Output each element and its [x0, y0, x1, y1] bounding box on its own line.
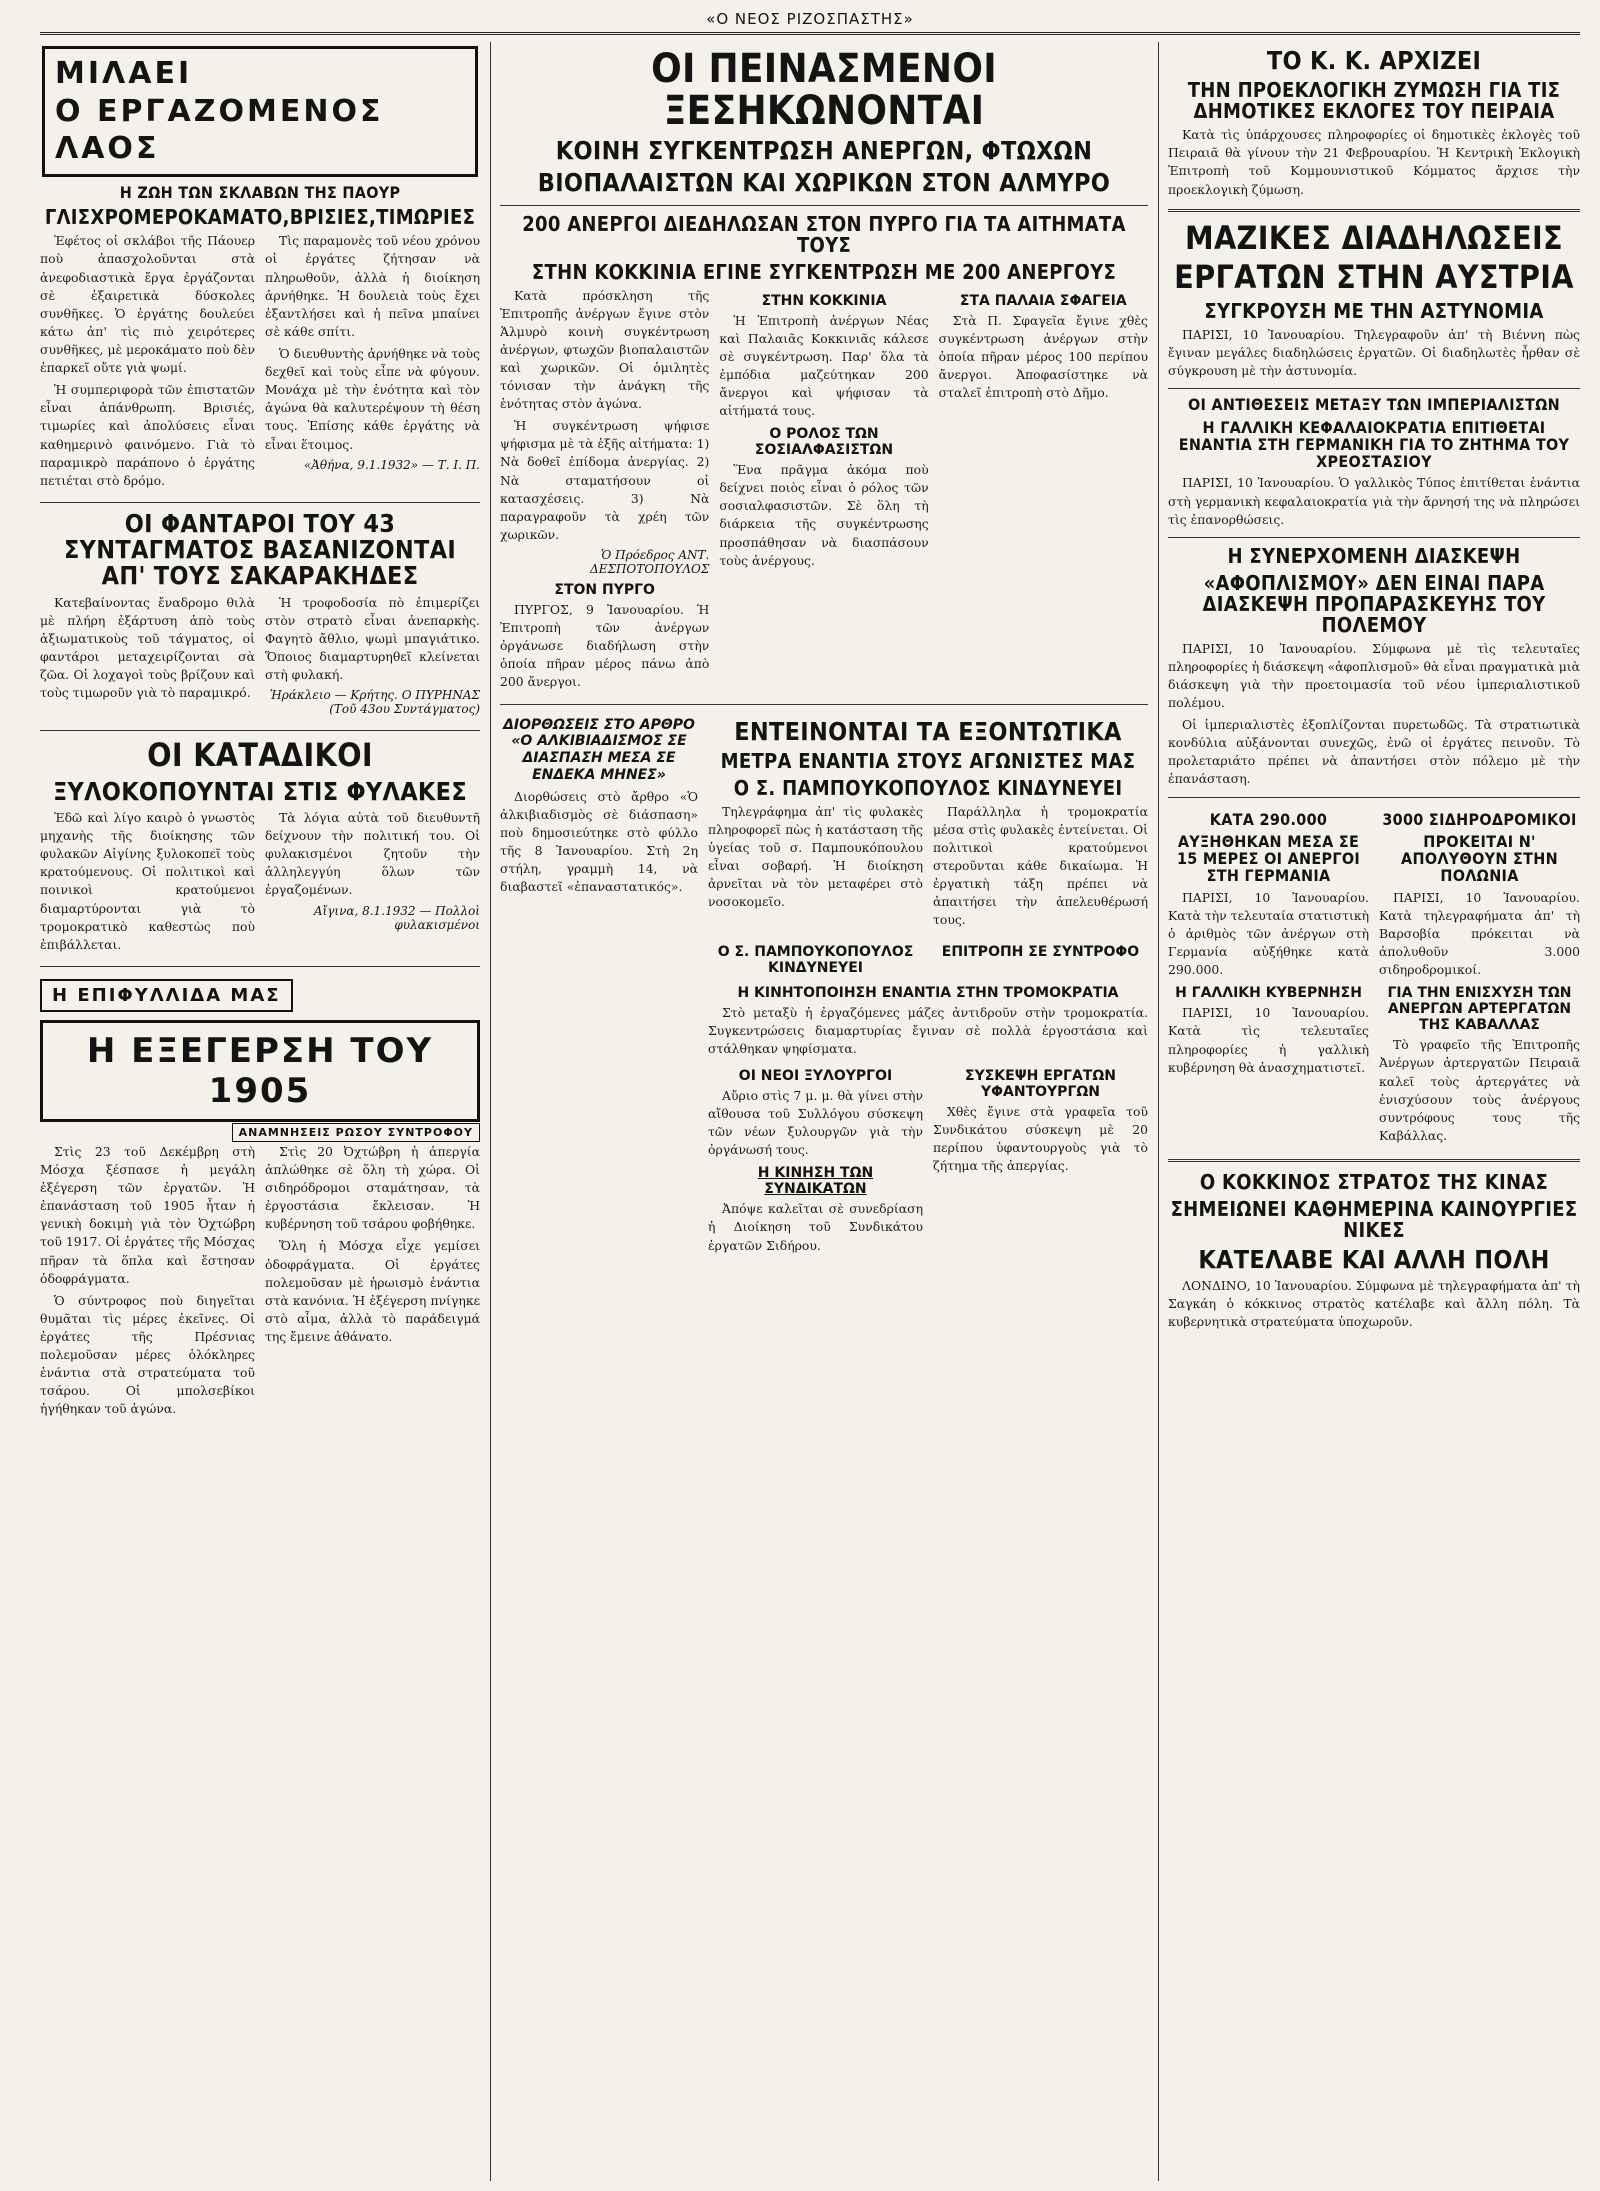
paragraph: Ὁ σύντροφος ποὺ διηγεῖται θυμᾶται τὶς μέρες ἐκεῖνες. Οἱ ἐργάτες τῆς Πρέσνιας πολεμοῦσαν μέρες ὁλόκληρες ἐνάντια στὰ στρατεύματα τοῦ τσάρου. Οἱ μπολσεβίκοι ἡγήθηκαν τοῦ ἀγώνα. — [40, 1292, 255, 1417]
paragraph: ΠΑΡΙΣΙ, 10 Ἰανουαρίου. Κατὰ τὶς τελευταῖες πληροφορίες ἡ γαλλικὴ κυβέρνηση θὰ ἀνασχηματιστεῖ. — [1168, 1005, 1369, 1075]
article-subheadline: ΣΗΜΕΙΩΝΕΙ ΚΑΘΗΜΕΡΙΝΑ ΚΑΙΝΟΥΡΓΙΕΣ ΝΙΚΕΣ — [1170, 1196, 1578, 1242]
article-headline: ΟΙ ΚΑΤΑΔΙΚΟΙ — [147, 736, 373, 775]
article-subheadline: ΤΗΝ ΠΡΟΕΚΛΟΓΙΚΗ ΖΥΜΩΣΗ ΓΙΑ ΤΙΣ ΔΗΜΟΤΙΚΕΣ ΕΚΛΟΓΕΣ ΤΟΥ ΠΕΙΡΑΙΑ — [1187, 78, 1561, 124]
paragraph: Ἐδῶ καὶ λίγο καιρὸ ὁ γνωστὸς μηχανὴς τῆς διοίκησης τῶν φυλακῶν Αἰγίνης ξυλοκοπεῖ τοὺς κρατούμενους. Οἱ πολιτικοὶ καὶ ποινικοὶ κρατούμενοι διαμαρτύρονται γιὰ τὸ τρομοκρατικὸ καθεστὼς ποὺ ἐπιβάλλεται. — [40, 809, 255, 952]
column-rule — [490, 42, 491, 2181]
article-headline: ΓΛΙΣΧΡΟΜΕΡΟΚΑΜΑΤΟ,ΒΡΙΣΙΕΣ,ΤΙΜΩΡΙΕΣ — [44, 205, 476, 230]
paragraph: Κατεβαίνοντας ἔναδρομο θιλὰ μὲ πλήρη ἐξάρτυση ἀπὸ τοὺς ἀξιωματικοὺς τοῦ τάγματος, οἱ φαντάροι μεταχειρίζονται σὰ ζῶα. Οἱ λοχαγοὶ τοὺς βρίζουν καὶ τοὺς τιμωροῦν γιὰ τὸ παραμικρό. — [40, 594, 255, 701]
main-subheadline: ΣΤΗΝ ΚΟΚΚΙΝΙΑ ΕΓΙΝΕ ΣΥΓΚΕΝΤΡΩΣΗ ΜΕ 200 ΑΝΕΡΓΟΥΣ — [531, 259, 1117, 284]
paragraph: Οἱ ἱμπεριαλιστὲς ἐξοπλίζονται πυρετωδῶς. Τὰ στρατιωτικὰ κονδύλια αὐξάνονται συνεχῶς, ἐνῶ οἱ ἐργάτες πεινοῦν. Τὸ προλεταριάτο πρέπει νὰ ἀπαντήσει στὸν πόλεμο μὲ τὴν ἐπανάσταση. — [1168, 717, 1580, 787]
article-headline: ΕΝΤΕΙΝΟΝΤΑΙ ΤΑ ΕΞΟΝΤΩΤΙΚΑ — [734, 716, 1122, 746]
section-subhead: Η ΓΑΛΛΙΚΗ ΚΥΒΕΡΝΗΣΗ — [1175, 985, 1362, 1002]
article-subheadline: Ο Σ. ΠΑΜΠΟΥΚΟΠΟΥΛΟΣ ΚΙΝΔΥΝΕΥΕΙ — [733, 775, 1123, 800]
article-headline: ΟΙ ΑΝΤΙΘΕΣΕΙΣ ΜΕΤΑΞΥ ΤΩΝ ΙΜΠΕΡΙΑΛΙΣΤΩΝ — [1187, 395, 1561, 415]
two-column-body — [708, 1062, 1148, 1259]
main-subheadline: 200 ΑΝΕΡΓΟΙ ΔΙΕΔΗΛΩΣΑΝ ΣΤΟΝ ΠΥΡΓΟ ΓΙΑ ΤΑ ΑΙΤΗΜΑΤΑ ΤΟΥΣ — [522, 211, 1126, 257]
paragraph: Χθὲς ἔγινε στὰ γραφεῖα τοῦ Συνδικάτου σύσκεψη μὲ 20 περίπου ὑφαντουργοὺς γιὰ τὸ ζήτημα τῆς ἀπεργίας. — [933, 1103, 1148, 1174]
article-subheadline: ΠΡΟΚΕΙΤΑΙ Ν' ΑΠΟΛΥΘΟΥΝ ΣΤΗΝ ΠΟΛΩΝΙΑ — [1401, 832, 1558, 885]
corrections-headline: ΔΙΟΡΘΩΣΕΙΣ ΣΤΟ ΑΡΘΡΟ «Ο ΑΛΚΙΒΙΑΔΙΣΜΟΣ ΣΕ ΔΙΑΣΠΑΣΗ ΜΕΣΑ ΣΕ ΕΝΔΕΚΑ ΜΗΝΕΣ» — [503, 716, 695, 783]
paragraph: ΠΑΡΙΣΙ, 10 Ἰανουαρίου. Κατὰ τηλεγραφήματα ἀπ' τὴ Βαρσοβία πρόκειται νὰ ἀπολυθοῦν 3.000 σιδηροδρομικοί. — [1379, 889, 1580, 978]
paragraph: Ἐφέτος οἱ σκλάβοι τῆς Πάουερ ποὺ ἀπασχολοῦνται στὰ ἀνεφοδιαστικὰ ἔργα ἐργάζονται σὲ ἐξαιρετικὰ δύσκολες συνθῆκες. Ὁ ἐργάτης δουλεύει κάτω ἀπ' τὶς πιὸ χειρότερες συνθῆκες, μὲ μεροκάματο ποὺ δὲν ἐπαρκεῖ οὔτε γιὰ ψωμί. — [40, 233, 255, 376]
divider — [1168, 388, 1580, 389]
paragraph: Ἡ συγκέντρωση ψήφισε ψήφισμα μὲ τὰ ἑξῆς αἰτήματα: 1) Νὰ δοθεῖ ἐπίδομα ἀνεργίας. 2) Νὰ σταματήσουν οἱ κατασχέσεις. 3) Νὰ παραγραφοῦν τὰ χρέη τῶν χωρικῶν. — [500, 418, 710, 542]
paragraph: Ἀπόψε καλεῖται σὲ συνεδρίαση ἡ Διοίκηση τοῦ Συνδικάτου ἐργατῶν Σιδήρου. — [708, 1201, 923, 1253]
paragraph: Παράλληλα ἡ τρομοκρατία μέσα στὶς φυλακὲς ἐντείνεται. Οἱ πολιτικοὶ κρατούμενοι στεροῦνται κάθε δικαίωμα. Ἡ ἐργατικὴ τάξη πρέπει νὰ ἀπαιτήσει τὴν ἀπελευθέρωσή τους. — [933, 803, 1148, 928]
paragraph: Ἕνα πρᾶγμα ἀκόμα ποὺ δείχνει ποιὸς εἶναι ὁ ρόλος τῶν σοσιαλφασιστῶν. Σὲ ὅλη τὴ διάρκεια τῆς συγκέντρωσης προσπάθησαν νὰ διασπάσουν τοὺς ἀνέργους. — [719, 462, 929, 568]
section-subhead: ΓΙΑ ΤΗΝ ΕΝΙΣΧΥΣΗ ΤΩΝ ΑΝΕΡΓΩΝ ΑΡΤΕΡΓΑΤΩΝ ΤΗΣ ΚΑΒΑΛΛΑΣ — [1387, 985, 1572, 1034]
signature: «Ἀθήνα, 9.1.1932» — Τ. Ι. Π. — [303, 457, 480, 472]
signature: Ὁ Πρόεδρος ΑΝΤ. ΔΕΣΠΟΤΟΠΟΥΛΟΣ — [590, 548, 710, 577]
section-subhead: ΣΤΗΝ ΚΟΚΚΙΝΙΑ — [761, 292, 887, 309]
three-column-body — [500, 287, 1148, 696]
paragraph: ΠΑΡΙΣΙ, 10 Ἰανουαρίου. Ὁ γαλλικὸς Τύπος ἐπιτίθεται ἐνάντια στὴ γερμανικὴ κεφαλαιοκρατία γιὰ τὴν ἄρνησή της νὰ πληρώσει τὶς ἐπανορθώσεις. — [1168, 475, 1580, 527]
paragraph: Κατὰ τὶς ὑπάρχουσες πληροφορίες οἱ δημοτικὲς ἐκλογὲς τοῦ Πειραιᾶ θὰ γίνουν τὴν 21 Φεβρουαρίου. Ἡ Κεντρικὴ Ἐκλογικὴ Ἐπιτροπὴ τοῦ Κομμουνιστικοῦ Κόμματος ἄρχισε τὴν προεκλογικὴ ζύμωση. — [1168, 127, 1580, 197]
box-line: ΜΙΛΑΕΙ — [55, 56, 193, 91]
article-headline: ΜΑΖΙΚΕΣ ΔΙΑΔΗΛΩΣΕΙΣ — [1185, 218, 1563, 257]
byline-text: ΑΝΑΜΝΗΣΕΙΣ ΡΩΣΟΥ ΣΥΝΤΡΟΦΟΥ — [232, 1123, 480, 1142]
article-headline: 3000 ΣΙΔΗΡΟΔΡΟΜΙΚΟΙ — [1382, 809, 1577, 829]
divider — [1168, 537, 1580, 538]
section-subhead: ΕΠΙΤΡΟΠΗ ΣΕ ΣΥΝΤΡΟΦΟ — [941, 943, 1140, 960]
section-subhead: Η ΚΙΝΗΤΟΠΟΙΗΣΗ ΕΝΑΝΤΙΑ ΣΤΗΝ ΤΡΟΜΟΚΡΑΤΙΑ — [737, 984, 1119, 1001]
supplement-byline — [40, 1126, 480, 1139]
article-subheadline: ΞΥΛΟΚΟΠΟΥΝΤΑΙ ΣΤΙΣ ΦΥΛΑΚΕΣ — [52, 776, 467, 806]
paragraph: Κατὰ πρόσκληση τῆς Ἐπιτροπῆς ἀνέργων ἔγινε στὸν Ἁλμυρὸ κοινὴ συγκέντρωση ἀνέργων, φτωχῶν βιοπαλαιστῶν καὶ χωρικῶν. Οἱ ὁμιλητὲς τόνισαν τὴν ἀνάγκη τῆς ἑνότητας στὸν ἀγώνα. — [500, 287, 710, 412]
paragraph: ΠΑΡΙΣΙ, 10 Ἰανουαρίου. Κατὰ τὴν τελευταία στατιστικὴ ὁ ἀριθμὸς τῶν ἀνέργων στὴ Γερμανία αὐξήθηκε κατὰ 290.000. — [1168, 889, 1369, 978]
paragraph: Στὶς 20 Ὀχτώβρη ἡ ἀπεργία ἁπλώθηκε σὲ ὅλη τὴ χώρα. Οἱ σιδηρόδρομοι σταμάτησαν, τὰ ἐργοστάσια ἔκλεισαν. Ἡ κυβέρνηση τοῦ τσάρου φοβήθηκε. — [265, 1143, 480, 1232]
section-subhead: ΟΙ ΝΕΟΙ ΞΥΛΟΥΡΓΟΙ — [738, 1067, 893, 1084]
section-subhead: ΣΤΑ ΠΑΛΑΙΑ ΣΦΑΓΕΙΑ — [959, 292, 1127, 309]
two-column-body — [40, 1143, 480, 1423]
article-subheadline: Η ΓΑΛΛΙΚΗ ΚΕΦΑΛΑΙΟΚΡΑΤΙΑ ΕΠΙΤΙΘΕΤΑΙ ΕΝΑΝΤΙΑ ΣΤΗ ΓΕΡΜΑΝΙΚΗ ΓΙΑ ΤΟ ΖΗΤΗΜΑ ΤΟΥ ΧΡΕΟΣΤΑΣΙΟΥ — [1178, 418, 1570, 471]
article-subheadline: ΚΑΤΕΛΑΒΕ ΚΑΙ ΑΛΛΗ ΠΟΛΗ — [1198, 1244, 1550, 1274]
two-column-body — [1168, 806, 1580, 1149]
divider — [40, 502, 480, 503]
supplement-label: Η ΕΠΙΦΥΛΛΙΔΑ ΜΑΣ — [40, 979, 293, 1012]
paragraph: Στὸ μεταξὺ ἡ ἐργαζόμενες μάζες ἀντιδροῦν στὴν τρομοκρατία. Συγκεντρώσεις διαμαρτυρίας ἔγιναν σὲ πολλὰ ἐργοστάσια καὶ στάλθηκαν ψηφίσματα. — [708, 1004, 1148, 1056]
article-headline: ΤΟ Κ. Κ. ΑΡΧΙΖΕΙ — [1266, 46, 1482, 75]
paragraph: Τὶς παραμονὲς τοῦ νέου χρόνου οἱ ἐργάτες ζήτησαν νὰ πληρωθοῦν, ἀλλὰ ἡ διοίκηση ἀρνήθηκε. Ἡ δουλειὰ τοὺς ἔχει ἐξαντλήσει καὶ ἡ πεῖνα μπαίνει σὲ κάθε σπίτι. — [265, 233, 480, 339]
article-headline: ΚΑΤΑ 290.000 — [1209, 809, 1328, 829]
article-subheadline: «ΑΦΟΠΛΙΣΜΟΥ» ΔΕΝ ΕΙΝΑΙ ΠΑΡΑ ΔΙΑΣΚΕΨΗ ΠΡΟΠΑΡΑΣΚΕΥΗΣ ΤΟΥ ΠΟΛΕΜΟΥ — [1202, 570, 1546, 637]
column-left — [40, 42, 480, 2181]
paragraph: Ὁ διευθυντὴς ἀρνήθηκε νὰ τοὺς δεχθεῖ καὶ τοὺς εἶπε νὰ φύγουν. Μονάχα μὲ τὴν ἑνότητα καὶ τὸν ἀγώνα θὰ καλυτερέψουν τὴ θέση τους. Ἐπίσης κάθε ἐργάτης νὰ εἶναι ἕτοιμος. — [265, 345, 480, 452]
divider — [40, 966, 480, 967]
masthead-title: «Ο ΝΕΟΣ ΡΙΖΟΣΠΑΣΤΗΣ» — [698, 10, 922, 28]
paragraph: Αὔριο στὶς 7 μ. μ. θὰ γίνει στὴν αἴθουσα τοῦ Συλλόγου σύσκεψη τῶν νέων ξυλουργῶν γιὰ τὴν ὀργάνωσή τους. — [708, 1087, 923, 1158]
two-column-body — [708, 938, 1148, 979]
divider — [40, 730, 480, 731]
main-subheadline: ΒΙΟΠΑΛΑΙΣΤΩΝ ΚΑΙ ΧΩΡΙΚΩΝ ΣΤΟΝ ΑΛΜΥΡΟ — [537, 168, 1111, 198]
divider — [1168, 209, 1580, 212]
paragraph: Στὶς 23 τοῦ Δεκέμβρη στὴ Μόσχα ξέσπασε ἡ μεγάλη ἐξέγερση τῶν ἐργατῶν. Ἡ ἐπανάσταση τοῦ 1905 ἦταν ἡ γενικὴ δοκιμὴ γιὰ τὸν Ὀχτώβρη τοῦ 1917. Οἱ ἐργάτες τῆς Μόσχας πῆραν τὰ ὅπλα καὶ ἔστησαν ὁδοφράγματα. — [40, 1143, 255, 1286]
supplement-title: Η ΕΞΕΓΕΡΣΗ ΤΟΥ 1905 — [40, 1020, 480, 1122]
section-subhead: ΣΤΟΝ ΠΥΡΓΟ — [554, 582, 655, 599]
article-headline: Ο ΚΟΚΚΙΝΟΣ ΣΤΡΑΤΟΣ ΤΗΣ ΚΙΝΑΣ — [1199, 1169, 1549, 1194]
paragraph: Ἡ συμπεριφορὰ τῶν ἐπιστατῶν εἶναι ἀπάνθρωπη. Βρισιές, τιμωρίες καὶ ἀπολύσεις εἶναι καθημερινὸ φαινόμενο. Γιὰ τὸ παραμικρὸ παράπονο ὁ ἐργάτης πετιέται στὸ δρόμο. — [40, 382, 255, 488]
paragraph: Τὰ λόγια αὐτὰ τοῦ διευθυντῆ δείχνουν τὴν πολιτική του. Οἱ φυλακισμένοι ζητοῦν τὴν ἀλληλεγγύη ὅλων τῶν ἐργαζομένων. — [265, 809, 480, 898]
section-subhead: ΣΥΣΚΕΨΗ ΕΡΓΑΤΩΝ ΥΦΑΝΤΟΥΡΓΩΝ — [965, 1067, 1116, 1100]
column-right — [1168, 42, 1580, 2181]
main-headline: ΟΙ ΠΕΙΝΑΣΜΕΝΟΙ ΞΕΣΗΚΩΝΟΝΤΑΙ — [651, 46, 997, 134]
signature: Αἴγινα, 8.1.1932 — Πολλοὶ φυλακισμένοι — [313, 903, 480, 932]
two-column-body — [708, 803, 1148, 934]
paragraph: ΠΑΡΙΣΙ, 10 Ἰανουαρίου. Σύμφωνα μὲ τὶς τελευταῖες πληροφορίες ἡ διάσκεψη «ἀφοπλισμοῦ» θὰ εἶναι πραγματικὰ μιὰ διάσκεψη γιὰ τὴν προετοιμασία τοῦ νέου ἱμπεριαλιστικοῦ πολέμου. — [1168, 640, 1580, 711]
lower-block — [500, 713, 1148, 1259]
paragraph: ΠΥΡΓΟΣ, 9 Ἰανουαρίου. Ἡ Ἐπιτροπὴ τῶν ἀνέργων ὀργάνωσε διαδήλωση στὴν ὁποία πῆραν μέρος πάνω ἀπὸ 200 ἄνεργοι. — [500, 602, 710, 690]
article-subheadline: ΜΕΤΡΑ ΕΝΑΝΤΙΑ ΣΤΟΥΣ ΑΓΩΝΙΣΤΕΣ ΜΑΣ — [720, 748, 1136, 773]
article-headline: ΟΙ ΦΑΝΤΑΡΟΙ ΤΟΥ 43 ΣΥΝΤΑΓΜΑΤΟΣ ΒΑΣΑΝΙΖΟΝΤΑΙ ΑΠ' ΤΟΥΣ ΣΑΚΑΡΑΚΗΔΕΣ — [63, 508, 457, 591]
article-kicker: Η ΖΩΗ ΤΩΝ ΣΚΛΑΒΩΝ ΤΗΣ ΠΑΟΥΡ — [119, 182, 401, 202]
section-subhead: Η ΚΙΝΗΣΗ ΤΩΝ ΣΥΝΔΙΚΑΤΩΝ — [757, 1165, 874, 1198]
section-subhead: Ο Σ. ΠΑΜΠΟΥΚΟΠΟΥΛΟΣ ΚΙΝΔΥΝΕΥΕΙ — [717, 943, 914, 976]
two-column-body — [40, 232, 480, 494]
article-headline: Η ΣΥΝΕΡΧΟΜΕΝΗ ΔΙΑΣΚΕΨΗ — [1227, 543, 1521, 568]
column-rule — [1158, 42, 1159, 2181]
paragraph: Τηλεγράφημα ἀπ' τὶς φυλακὲς πληροφορεῖ πὼς ἡ κατάσταση τῆς ὑγείας τοῦ σ. Παμπουκόπουλου εἶναι σοβαρή. Ἡ διοίκηση ἀρνεῖται νὰ τὸν μεταφέρει στὸ νοσοκομεῖο. — [708, 803, 923, 910]
box-line: ΛΑΟΣ — [55, 131, 160, 166]
box-line: Ο ΕΡΓΑΖΟΜΕΝΟΣ — [55, 93, 384, 129]
masthead — [40, 6, 1580, 35]
two-column-body — [40, 809, 480, 958]
paragraph: Ἡ τροφοδοσία πὸ ἐπιμερίζει στὸν στρατὸ εἶναι ἀνεπαρκὴς. Φαγητὸ ἄθλιο, ψωμὶ μπαγιάτικο. Ὅποιος διαμαρτυρηθεῖ κλείνεται στὴ φυλακή. — [265, 594, 480, 683]
section-subhead: Ο ΡΟΛΟΣ ΤΩΝ ΣΟΣΙΑΛΦΑΣΙΣΤΩΝ — [754, 426, 894, 459]
two-column-body — [40, 594, 480, 723]
paragraph: ΠΑΡΙΣΙ, 10 Ἰανουαρίου. Τηλεγραφοῦν ἀπ' τὴ Βιέννη πὼς ἔγιναν μεγάλες διαδηλώσεις ἐργατῶν. Οἱ διαδηλωτὲς ἦρθαν σὲ σύγκρουση μὲ τὴν ἀστυνομία. — [1168, 326, 1580, 379]
divider — [500, 704, 1148, 705]
paragraph: Τὸ γραφεῖο τῆς Ἐπιτροπῆς Ἀνέργων ἀρτεργατῶν Πειραιᾶ καλεῖ τοὺς ἀρτεργάτες νὰ ἐνισχύσουν τοὺς ἀνέργους συντρόφους τους τῆς Καβάλλας. — [1379, 1037, 1580, 1143]
section-box-heading — [42, 46, 478, 177]
signature: Ἡράκλειο — Κρήτης. Ο ΠΥΡΗΝΑΣ (Τοῦ 43ου Συντάγματος) — [269, 688, 480, 717]
article-subheadline: ΣΥΓΚΡΟΥΣΗ ΜΕ ΤΗΝ ΑΣΤΥΝΟΜΙΑ — [1204, 298, 1544, 323]
column-center — [500, 42, 1148, 2181]
divider — [1168, 1159, 1580, 1162]
main-subheadline: ΚΟΙΝΗ ΣΥΓΚΕΝΤΡΩΣΗ ΑΝΕΡΓΩΝ, ΦΤΩΧΩΝ — [555, 136, 1093, 165]
article-subheadline: ΑΥΞΗΘΗΚΑΝ ΜΕΣΑ ΣΕ 15 ΜΕΡΕΣ ΟΙ ΑΝΕΡΓΟΙ ΣΤΗ ΓΕΡΜΑΝΙΑ — [1176, 832, 1361, 885]
paragraph: Διορθώσεις στὸ ἄρθρο «Ὁ ἀλκιβιαδισμὸς σὲ διάσπαση» ποὺ δημοσιεύτηκε στὸ φύλλο τῆς 8 Ἰανουαρίου. Στὴ 2η στήλη, γραμμὴ 14, νὰ διαβαστεῖ «ἐπαναστατικός». — [500, 788, 698, 895]
divider — [500, 205, 1148, 206]
paragraph: Ἡ Ἐπιτροπὴ ἀνέργων Νέας καὶ Παλαιᾶς Κοκκινιᾶς κάλεσε σὲ συγκέντρωση. Παρ' ὅλα τὰ ἐμπόδια μαζεύτηκαν 200 ἄνεργοι καὶ ψήφισαν τὰ αἰτήματά τους. — [719, 312, 929, 419]
article-headline: ΕΡΓΑΤΩΝ ΣΤΗΝ ΑΥΣΤΡΙΑ — [1174, 258, 1574, 297]
divider — [1168, 797, 1580, 798]
paragraph: Ὅλη ἡ Μόσχα εἶχε γεμίσει ὁδοφράγματα. Οἱ ἐργάτες πολεμοῦσαν μὲ ἡρωισμὸ ἐνάντια στὰ κανόνια. Ἡ ἐξέγερση πνίγηκε στὸ αἷμα, ἀλλὰ τὸ παράδειγμά της ἔμεινε ἀθάνατο. — [265, 1238, 480, 1344]
paragraph: ΛΟΝΔΙΝΟ, 10 Ἰανουαρίου. Σύμφωνα μὲ τηλεγραφήματα ἀπ' τὴ Σαγκάη ὁ κόκκινος στρατὸς κατέλαβε καὶ ἄλλη πόλη. Τὰ κυβερνητικὰ στρατεύματα ὑποχωροῦν. — [1168, 1278, 1580, 1330]
paragraph: Στὰ Π. Σφαγεῖα ἔγινε χθὲς συγκέντρωση ἀνέργων στὴν ὁποία πῆραν μέρος 100 περίπου ἄνεργοι. Ἀποφασίστηκε νὰ σταλεῖ ἐπιτροπὴ στὸ Δῆμο. — [938, 312, 1148, 400]
